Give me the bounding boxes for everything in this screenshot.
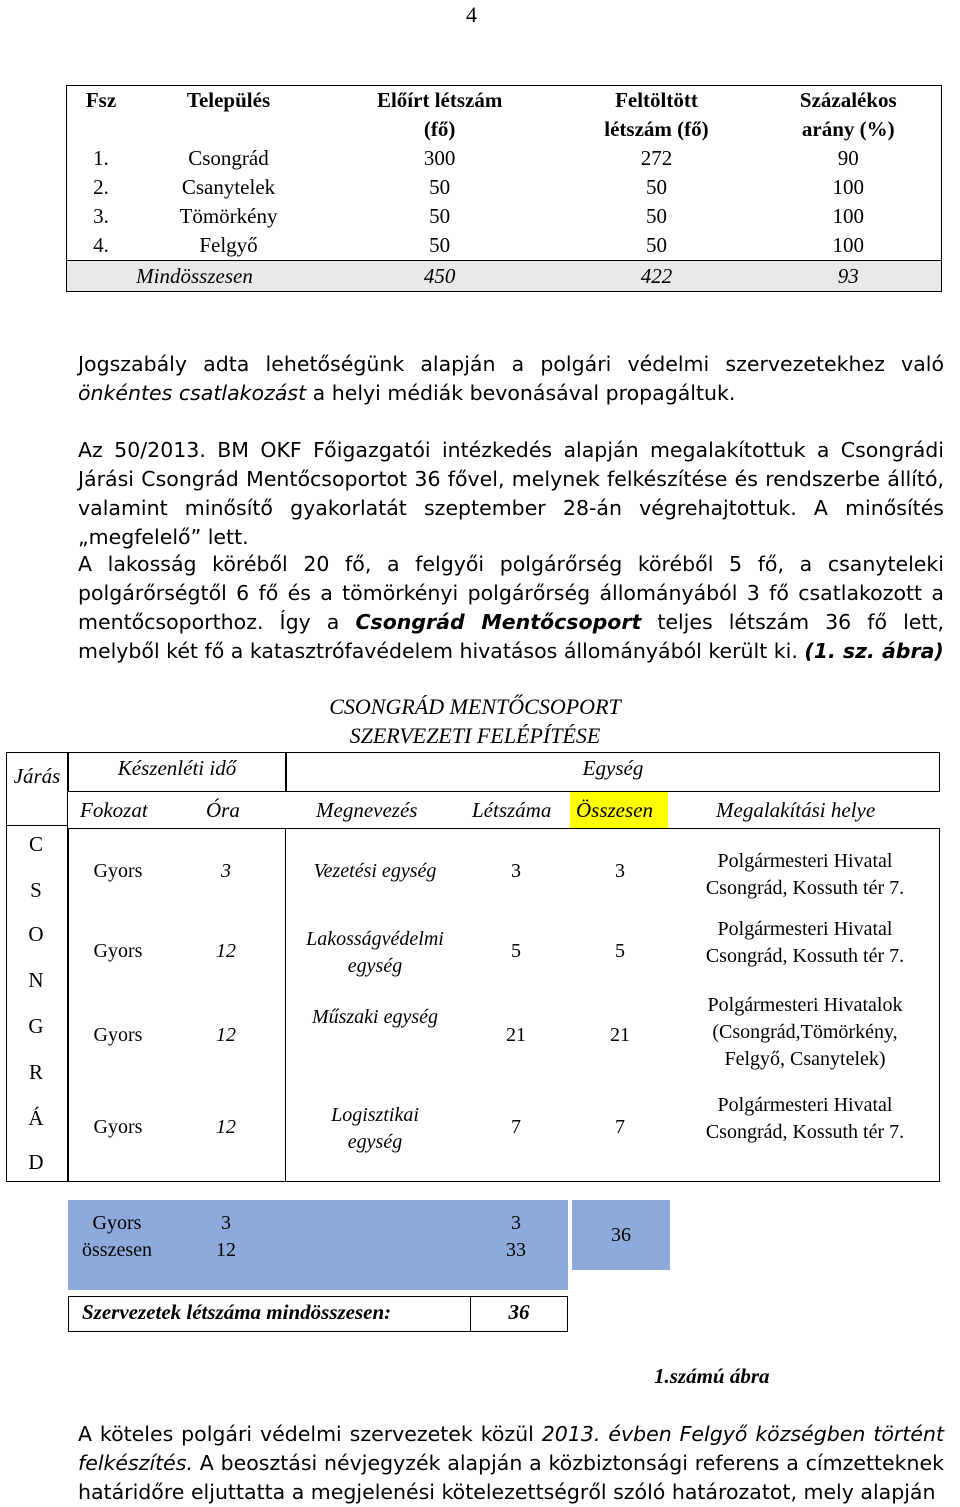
table-cell: 50 [429,233,451,257]
col-osszesen: Összesen [576,798,653,822]
jaras-letter: S [30,878,42,902]
table-header-cell [756,86,942,145]
p3-figure-ref: (1. sz. ábra) [804,639,944,663]
unit-location-line: Csongrád, Kossuth tér 7. [705,1121,905,1143]
table-total-cell: Mindösszesen [67,261,323,292]
table-header-row [67,86,942,145]
unit-location [672,992,938,1073]
bottom-text-italic: 2013. évben Felgyő községben történt felkészítés. [78,1422,945,1475]
col-letszama: Létszáma [472,798,552,822]
unit-name [290,1004,460,1031]
unit-osszesen: 21 [610,1024,630,1046]
unit-osszesen: 5 [615,940,625,962]
unit-fokozat: Gyors [93,860,143,882]
unit-fokozat: Gyors [93,940,143,962]
table-cell: 4. [93,233,109,257]
table-cell: 50 [645,233,667,257]
bottom-paragraph [78,1420,944,1507]
unit-osszesen: 3 [615,860,625,882]
summary-total: 36 [611,1224,631,1246]
page-number: 4 [466,2,477,27]
figure-caption: 1.számú ábra [654,1364,770,1388]
summary-label [72,1210,162,1264]
paragraph-3 [78,550,944,666]
unit-name-line: Lakosságvédelmi [306,928,444,950]
table-header-line: Előírt létszám [376,88,503,112]
unit-location-line: Polgármesteri Hivatalok [707,994,903,1016]
jaras-letter: C [28,832,43,856]
summary-ora [196,1210,256,1264]
unit-name-line: Vezetési egység [313,860,437,882]
unit-letszam: 5 [511,940,521,962]
table-header-line: létszám (fő) [604,117,709,141]
table-cell: 50 [429,175,451,199]
paragraph-1 [78,350,944,408]
p3-text-c: teljes létszám 36 fő lett, melyből két fő a katasztrófavédelem hivatásos állományából került ki. [78,610,944,663]
table-cell: 100 [832,233,865,257]
table-row [67,231,942,261]
table-header-line: Település [186,88,271,112]
jaras-letter: Á [28,1106,44,1130]
table-cell: 2. [93,175,109,199]
jaras-letter: O [28,922,44,946]
table-cell: Csanytelek [181,175,276,199]
table-total-cell: 422 [557,261,755,292]
total-label: Szervezetek létszáma mindösszesen: [82,1300,392,1324]
unit-fokozat: Gyors [93,1024,143,1046]
unit-letszam: 7 [511,1116,521,1138]
chart-title [290,692,660,750]
p1-text-b: a helyi médiák bevonásával propagáltuk. [306,381,736,405]
summary-letszam-1: 3 [511,1212,521,1234]
table-cell: 300 [423,146,456,170]
table-cell: 50 [645,204,667,228]
table-total-cell: 450 [322,261,557,292]
unit-name-line: Műszaki egység [311,1006,439,1028]
unit-name-line: egység [347,955,403,977]
table-header-cell [135,86,322,145]
chart-title-line2: SZERVEZETI FELÉPÍTÉSE [349,723,601,748]
unit-ora: 12 [216,940,236,962]
table-header-cell [557,86,755,145]
table-header-line: Százalékos [799,88,897,112]
unit-name [290,926,460,980]
unit-name-line: egység [347,1131,403,1153]
summary-label-1: Gyors [92,1212,142,1234]
unit-location-line: Felgyő, Csanytelek) [724,1048,886,1070]
paragraph-2: Az 50/2013. BM OKF Főigazgatói intézkedés alapján megalakítottuk a Csongrádi Járási Csongrád Mentőcsoportot 36 fővel, melynek felkészítése és rendszerbe állító, valamint minősítő gyakorlatát szeptember 28-án végrehajtottuk. A minősítés „megfelelő” lett. [78,438,944,549]
bottom-text-a: A köteles polgári védelmi szervezetek közül [78,1422,542,1446]
col-ora: Óra [206,798,240,822]
table-row [67,173,942,202]
table-row [67,144,942,173]
summary-ora-1: 3 [221,1212,231,1234]
p3-mentocsoport: Csongrád Mentőcsoport [355,610,642,634]
table-cell: 100 [832,175,865,199]
unit-location [672,848,938,902]
table-cell: 50 [645,175,667,199]
summary-letszam [486,1210,546,1264]
bottom-text-c: A beosztási névjegyzék alapján a közbiztonsági referens a címzetteknek határidőre eljuttatta a megjelenési kötelezettségről szóló határozatot, mely alapján [78,1451,944,1504]
table-row [67,202,942,231]
p3-text-a: A lakosság köréből 20 fő, a felgyői polgárőrség köréből 5 fő, a csanyteleki polgárőrségtől 6 fő és a tömörkényi polgárőrség állományából 3 fő csatlakozott a mentőcsoporthoz. Így a [78,552,944,634]
keszenleti-ido-label: Készenléti idő [117,756,237,780]
table-header-cell [67,86,136,145]
table-total-row [67,261,942,292]
table-header-cell [322,86,557,145]
unit-name-line: Logisztikai [331,1104,419,1126]
table-cell: 1. [93,146,109,170]
table-header-line: Feltöltött [615,88,698,112]
unit-location-line: Polgármesteri Hivatal [717,1094,893,1116]
unit-ora: 12 [216,1024,236,1046]
egyseg-label: Egység [582,756,644,780]
summary-letszam-2: 33 [506,1239,526,1261]
p1-text-a: Jogszabály adta lehetőségünk alapján a polgári védelmi szervezetekhez való [78,352,944,376]
table-cell: 100 [832,204,865,228]
table-cell: Tömörkény [179,204,278,228]
table-total-cell: 93 [756,261,942,292]
unit-ora: 12 [216,1116,236,1138]
table-cell: 50 [429,204,451,228]
jaras-letter: D [28,1150,44,1174]
summary-label-2: összesen [82,1239,152,1261]
unit-osszesen: 7 [615,1116,625,1138]
table-cell: Felgyő [199,233,258,257]
table-header-line: arány (%) [801,117,895,141]
unit-location-line: Polgármesteri Hivatal [717,918,893,940]
table-cell: Csongrád [188,146,269,170]
col-fokozat: Fokozat [80,798,148,822]
table-cell: 90 [837,146,859,170]
table-header-line: (fő) [423,117,456,141]
unit-name [290,858,460,885]
table-header-line: Fsz [85,88,117,112]
chart-title-line1: CSONGRÁD MENTŐCSOPORT [329,694,621,719]
unit-letszam: 3 [511,860,521,882]
unit-location-line: Csongrád, Kossuth tér 7. [705,945,905,967]
unit-name [290,1102,460,1156]
table-cell: 3. [93,204,109,228]
p1-text-italic: önkéntes csatlakozást [78,381,307,405]
unit-ora: 3 [221,860,231,882]
total-value: 36 [508,1300,530,1324]
jaras-label: Járás [13,764,61,788]
summary-ora-2: 12 [216,1239,236,1261]
unit-location-line: Csongrád, Kossuth tér 7. [705,877,905,899]
jaras-divider [6,825,68,826]
unit-location [672,916,938,970]
col-megnevezes: Megnevezés [316,798,418,822]
table-cell: 272 [640,146,673,170]
jaras-letter: G [28,1014,44,1038]
unit-letszam: 21 [506,1024,526,1046]
unit-location [672,1092,938,1146]
unit-location-line: Polgármesteri Hivatal [717,850,893,872]
staffing-table [66,85,942,292]
jaras-letter: R [28,1060,43,1084]
unit-location-line: (Csongrád,Tömörkény, [712,1021,898,1043]
jaras-letter: N [28,968,44,992]
unit-fokozat: Gyors [93,1116,143,1138]
col-megalakitasi-hely: Megalakítási helye [716,798,876,822]
